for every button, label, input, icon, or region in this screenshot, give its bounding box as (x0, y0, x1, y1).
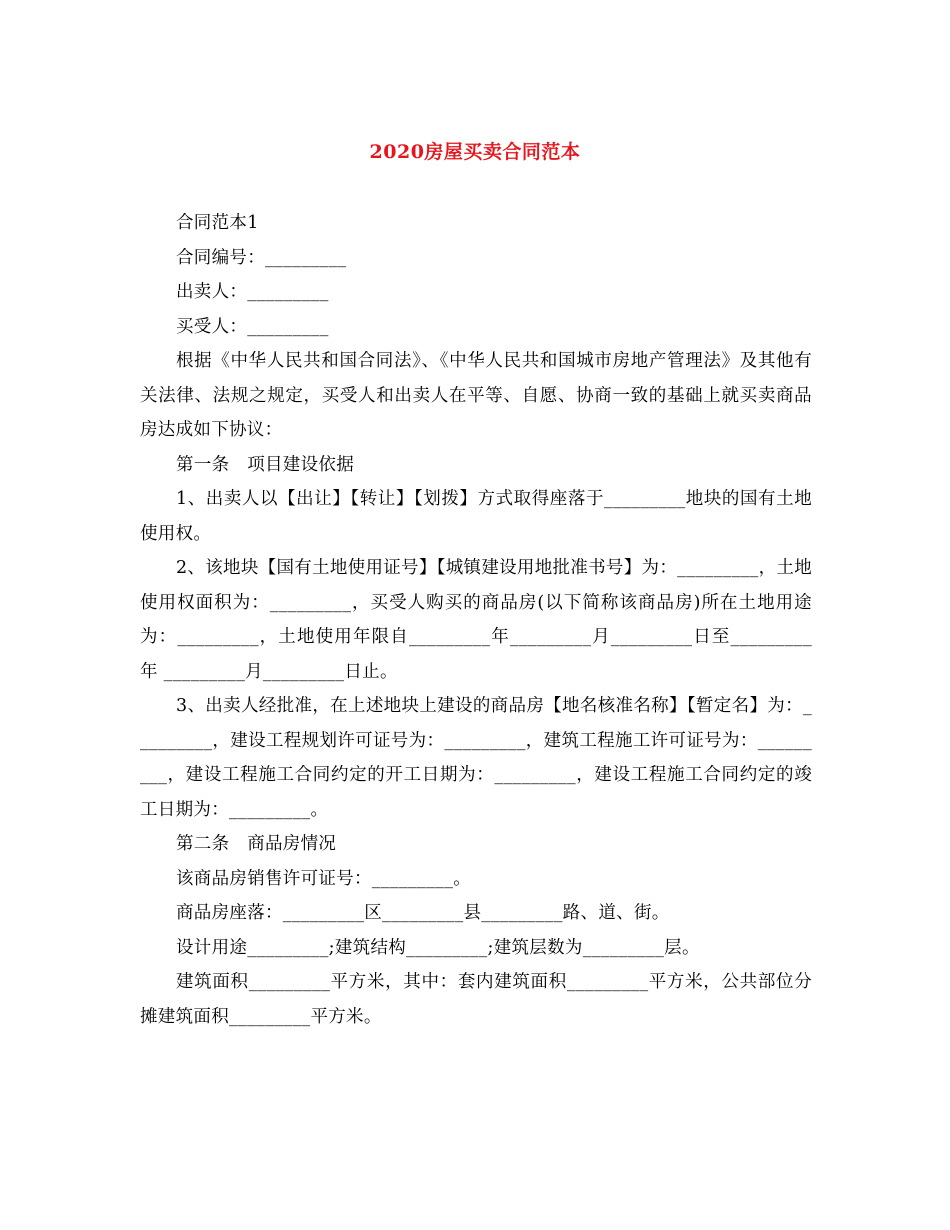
paragraph-floor-area: 建筑面积_________平方米，其中：套内建筑面积_________平方米，公共部位分摊建筑面积_________平方米。 (140, 972, 812, 1027)
paragraph-design-use: 设计用途_________;建筑结构_________;建筑层数为_________层。 (176, 937, 700, 958)
paragraph-contract-number: 合同编号：_________ (176, 247, 347, 268)
paragraph-article-2-heading: 第二条 商品房情况 (176, 834, 337, 854)
document-title: 2020房屋买卖合同范本 (369, 141, 581, 163)
paragraph-article-1-item-2: 2、该地块【国有土地使用证号】【城镇建设用地批准书号】为：_________，土地使用权面积为：_________，买受人购买的商品房(以下简称该商品房)所在土地用途为：_________，土地使用年限自_________年_________月_________日至_________年 _________月_________日止。 (140, 558, 812, 682)
paragraph-location: 商品房座落：_________区_________县_________路、道、街。 (176, 903, 670, 923)
paragraph-article-1-heading: 第一条 项目建设依据 (176, 454, 354, 475)
paragraph-seller: 出卖人：_________ (176, 282, 329, 302)
paragraph-contract-sample: 合同范本1 (176, 213, 259, 233)
document-body (140, 206, 812, 1034)
paragraph-article-1-item-1: 1、出卖人以【出让】【转让】【划拨】方式取得座落于_________地块的国有土地使用权。 (140, 489, 812, 544)
paragraph-article-1-item-3: 3、出卖人经批准，在上述地块上建设的商品房【地名核准名称】【暂定名】为：_________，建设工程规划许可证号为：_________，建筑工程施工许可证号为：_________，建设工程施工合同约定的开工日期为：_________，建设工程施工合同约定的竣工日期为：_________。 (140, 696, 812, 820)
paragraph-sales-permit: 该商品房销售许可证号：_________。 (176, 868, 472, 889)
paragraph-preamble: 根据《中华人民共和国合同法》、《中华人民共和国城市房地产管理法》及其他有关法律、法规之规定，买受人和出卖人在平等、自愿、协商一致的基础上就买卖商品房达成如下协议： (140, 351, 812, 440)
paragraph-buyer: 买受人：_________ (176, 316, 329, 337)
